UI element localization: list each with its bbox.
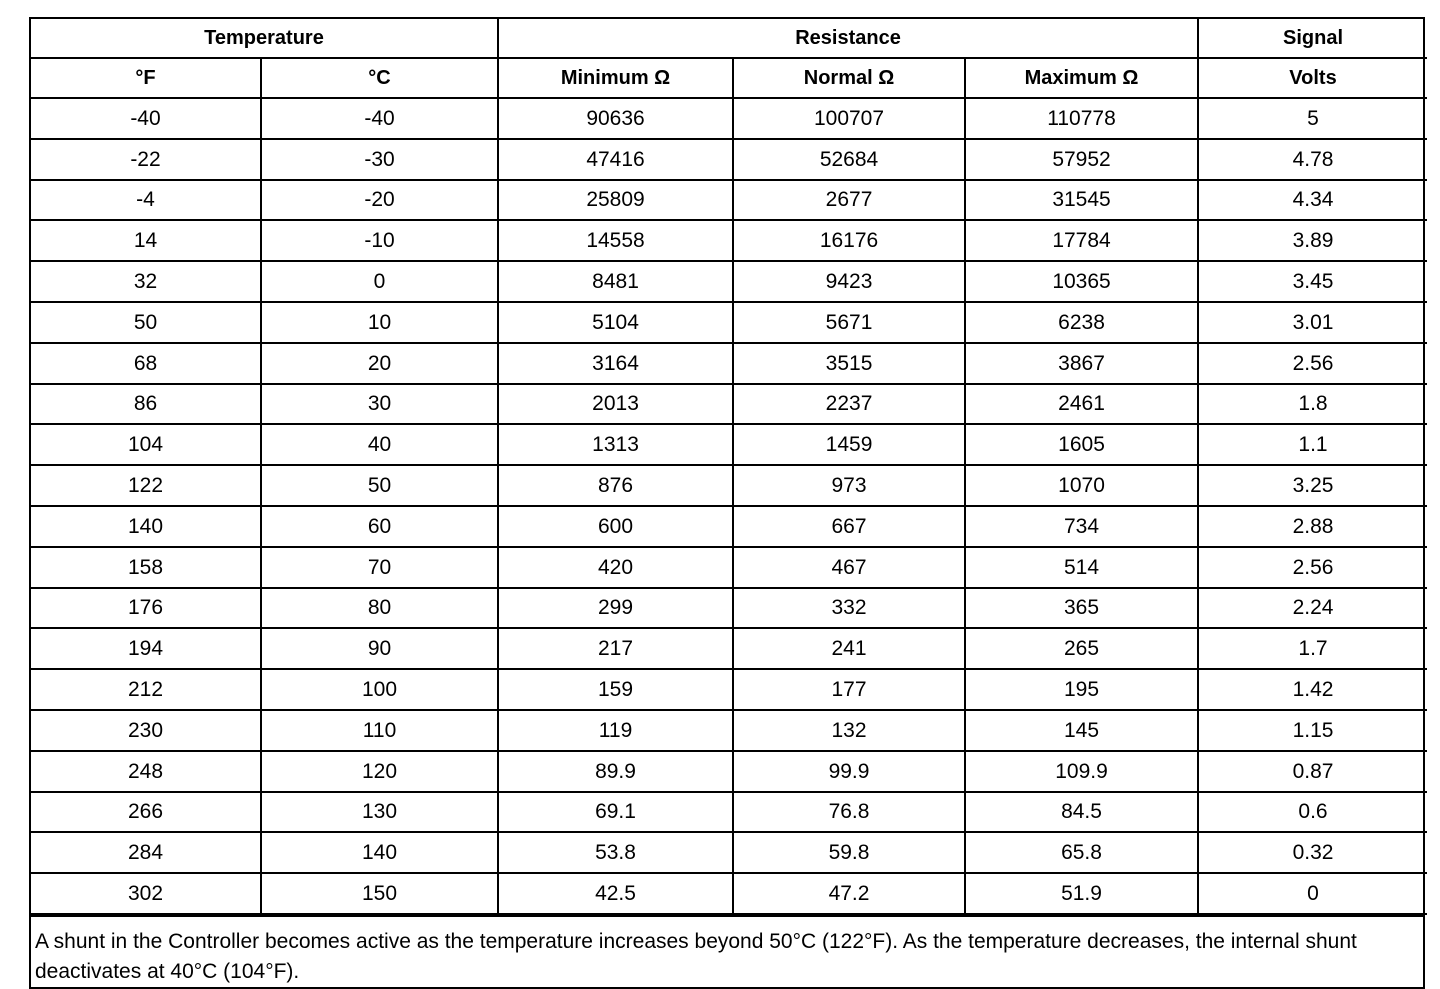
fahrenheit-header: °F	[31, 58, 261, 98]
maximum-ohm-cell: 109.9	[965, 751, 1198, 792]
minimum-ohm-cell: 119	[498, 710, 733, 751]
minimum-ohm-cell: 69.1	[498, 792, 733, 833]
minimum-ohm-cell: 89.9	[498, 751, 733, 792]
minimum-ohm-cell: 3164	[498, 343, 733, 384]
table-row	[31, 710, 1427, 751]
minimum-ohm-cell: 47416	[498, 139, 733, 180]
fahrenheit-cell: -22	[31, 139, 261, 180]
volts-cell: 3.01	[1198, 302, 1427, 343]
normal-ohm-cell: 99.9	[733, 751, 965, 792]
celsius-cell: 90	[261, 628, 498, 669]
table-row	[31, 220, 1427, 261]
normal-ohm-cell: 59.8	[733, 832, 965, 873]
spec-table	[31, 19, 1427, 915]
temperature-group-header: Temperature	[31, 19, 498, 58]
volts-cell: 0	[1198, 873, 1427, 914]
fahrenheit-cell: 14	[31, 220, 261, 261]
fahrenheit-cell: 212	[31, 669, 261, 710]
celsius-cell: 30	[261, 384, 498, 425]
celsius-cell: 150	[261, 873, 498, 914]
celsius-cell: 20	[261, 343, 498, 384]
minimum-ohm-cell: 14558	[498, 220, 733, 261]
maximum-ohm-cell: 10365	[965, 261, 1198, 302]
celsius-cell: -10	[261, 220, 498, 261]
fahrenheit-cell: 230	[31, 710, 261, 751]
maximum-ohm-cell: 17784	[965, 220, 1198, 261]
maximum-ohm-cell: 514	[965, 547, 1198, 588]
column-header-row	[31, 58, 1427, 98]
table-row	[31, 669, 1427, 710]
normal-ohm-cell: 241	[733, 628, 965, 669]
fahrenheit-cell: -40	[31, 98, 261, 139]
maximum-ohm-cell: 365	[965, 588, 1198, 629]
normal-ohm-cell: 177	[733, 669, 965, 710]
fahrenheit-cell: -4	[31, 180, 261, 221]
table-row	[31, 751, 1427, 792]
table-body	[31, 98, 1427, 914]
minimum-ohm-cell: 600	[498, 506, 733, 547]
celsius-header: °C	[261, 58, 498, 98]
minimum-ohm-cell: 25809	[498, 180, 733, 221]
volts-cell: 1.1	[1198, 424, 1427, 465]
normal-ohm-cell: 47.2	[733, 873, 965, 914]
maximum-ohm-cell: 195	[965, 669, 1198, 710]
celsius-cell: 50	[261, 465, 498, 506]
volts-cell: 0.32	[1198, 832, 1427, 873]
normal-ohm-cell: 5671	[733, 302, 965, 343]
table-row	[31, 98, 1427, 139]
fahrenheit-cell: 158	[31, 547, 261, 588]
normal-ohm-cell: 2237	[733, 384, 965, 425]
table-row	[31, 384, 1427, 425]
normal-ohm-cell: 973	[733, 465, 965, 506]
normal-ohm-cell: 16176	[733, 220, 965, 261]
maximum-ohm-cell: 31545	[965, 180, 1198, 221]
normal-ohm-cell: 332	[733, 588, 965, 629]
temperature-resistance-table	[29, 17, 1425, 989]
normal-ohm-cell: 1459	[733, 424, 965, 465]
volts-cell: 2.24	[1198, 588, 1427, 629]
celsius-cell: 110	[261, 710, 498, 751]
celsius-cell: 10	[261, 302, 498, 343]
normal-ohm-cell: 3515	[733, 343, 965, 384]
table-row	[31, 832, 1427, 873]
maximum-ohm-cell: 1070	[965, 465, 1198, 506]
maximum-ohm-cell: 6238	[965, 302, 1198, 343]
fahrenheit-cell: 140	[31, 506, 261, 547]
fahrenheit-cell: 104	[31, 424, 261, 465]
minimum-ohm-cell: 8481	[498, 261, 733, 302]
minimum-ohm-cell: 42.5	[498, 873, 733, 914]
celsius-cell: 120	[261, 751, 498, 792]
volts-cell: 3.89	[1198, 220, 1427, 261]
fahrenheit-cell: 302	[31, 873, 261, 914]
table-row	[31, 261, 1427, 302]
table-row	[31, 588, 1427, 629]
maximum-ohm-cell: 2461	[965, 384, 1198, 425]
fahrenheit-cell: 86	[31, 384, 261, 425]
minimum-ohm-cell: 876	[498, 465, 733, 506]
celsius-cell: 40	[261, 424, 498, 465]
volts-cell: 2.56	[1198, 343, 1427, 384]
normal-ohm-cell: 2677	[733, 180, 965, 221]
normal-ohm-cell: 76.8	[733, 792, 965, 833]
volts-cell: 0.87	[1198, 751, 1427, 792]
fahrenheit-cell: 122	[31, 465, 261, 506]
signal-group-header: Signal	[1198, 19, 1427, 58]
minimum-ohm-cell: 2013	[498, 384, 733, 425]
fahrenheit-cell: 266	[31, 792, 261, 833]
maximum-ohm-cell: 1605	[965, 424, 1198, 465]
celsius-cell: 70	[261, 547, 498, 588]
table-row	[31, 792, 1427, 833]
volts-cell: 2.56	[1198, 547, 1427, 588]
normal-ohm-cell: 9423	[733, 261, 965, 302]
maximum-ohm-cell: 265	[965, 628, 1198, 669]
maximum-ohm-cell: 734	[965, 506, 1198, 547]
normal-ohm-header: Normal Ω	[733, 58, 965, 98]
table-row	[31, 139, 1427, 180]
table-row	[31, 465, 1427, 506]
normal-ohm-cell: 132	[733, 710, 965, 751]
table-row	[31, 424, 1427, 465]
table-row	[31, 343, 1427, 384]
fahrenheit-cell: 176	[31, 588, 261, 629]
volts-cell: 3.45	[1198, 261, 1427, 302]
maximum-ohm-cell: 57952	[965, 139, 1198, 180]
volts-cell: 2.88	[1198, 506, 1427, 547]
volts-cell: 1.8	[1198, 384, 1427, 425]
table-row	[31, 302, 1427, 343]
maximum-ohm-cell: 110778	[965, 98, 1198, 139]
resistance-group-header: Resistance	[498, 19, 1198, 58]
table-row	[31, 506, 1427, 547]
celsius-cell: -20	[261, 180, 498, 221]
maximum-ohm-cell: 65.8	[965, 832, 1198, 873]
table-row	[31, 180, 1427, 221]
normal-ohm-cell: 467	[733, 547, 965, 588]
minimum-ohm-header: Minimum Ω	[498, 58, 733, 98]
minimum-ohm-cell: 1313	[498, 424, 733, 465]
fahrenheit-cell: 50	[31, 302, 261, 343]
celsius-cell: -40	[261, 98, 498, 139]
volts-cell: 1.7	[1198, 628, 1427, 669]
group-header-row	[31, 19, 1427, 58]
normal-ohm-cell: 667	[733, 506, 965, 547]
maximum-ohm-header: Maximum Ω	[965, 58, 1198, 98]
fahrenheit-cell: 68	[31, 343, 261, 384]
celsius-cell: 130	[261, 792, 498, 833]
celsius-cell: 60	[261, 506, 498, 547]
volts-cell: 4.34	[1198, 180, 1427, 221]
minimum-ohm-cell: 90636	[498, 98, 733, 139]
celsius-cell: 80	[261, 588, 498, 629]
fahrenheit-cell: 32	[31, 261, 261, 302]
celsius-cell: 0	[261, 261, 498, 302]
celsius-cell: 100	[261, 669, 498, 710]
normal-ohm-cell: 52684	[733, 139, 965, 180]
maximum-ohm-cell: 84.5	[965, 792, 1198, 833]
maximum-ohm-cell: 3867	[965, 343, 1198, 384]
minimum-ohm-cell: 420	[498, 547, 733, 588]
volts-header: Volts	[1198, 58, 1427, 98]
maximum-ohm-cell: 145	[965, 710, 1198, 751]
minimum-ohm-cell: 299	[498, 588, 733, 629]
minimum-ohm-cell: 53.8	[498, 832, 733, 873]
minimum-ohm-cell: 217	[498, 628, 733, 669]
volts-cell: 4.78	[1198, 139, 1427, 180]
normal-ohm-cell: 100707	[733, 98, 965, 139]
minimum-ohm-cell: 159	[498, 669, 733, 710]
fahrenheit-cell: 284	[31, 832, 261, 873]
celsius-cell: -30	[261, 139, 498, 180]
volts-cell: 3.25	[1198, 465, 1427, 506]
volts-cell: 5	[1198, 98, 1427, 139]
volts-cell: 0.6	[1198, 792, 1427, 833]
table-row	[31, 873, 1427, 914]
volts-cell: 1.42	[1198, 669, 1427, 710]
celsius-cell: 140	[261, 832, 498, 873]
minimum-ohm-cell: 5104	[498, 302, 733, 343]
fahrenheit-cell: 194	[31, 628, 261, 669]
table-row	[31, 628, 1427, 669]
maximum-ohm-cell: 51.9	[965, 873, 1198, 914]
fahrenheit-cell: 248	[31, 751, 261, 792]
volts-cell: 1.15	[1198, 710, 1427, 751]
table-row	[31, 547, 1427, 588]
shunt-note: A shunt in the Controller becomes active as the temperature increases beyond 50°C (122°F). As the temperature decreases, the internal shunt deactivates at 40°C (104°F).	[31, 915, 1423, 987]
